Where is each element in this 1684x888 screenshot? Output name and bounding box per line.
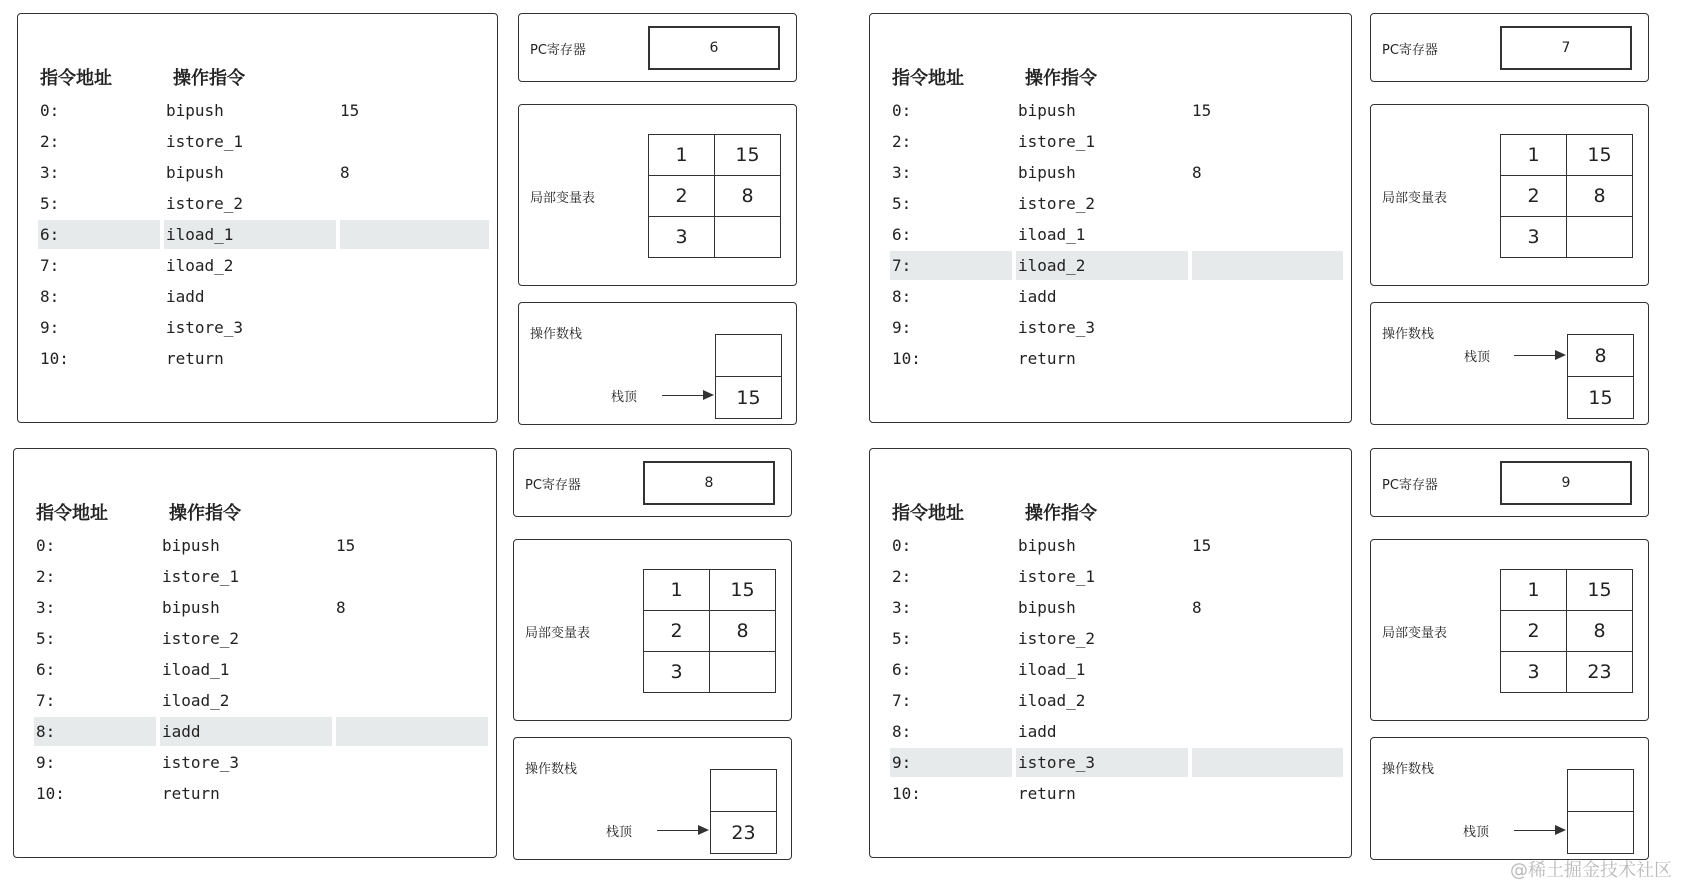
instruction-operand: 15 [336,536,356,555]
instruction-opcode: istore_3 [162,753,240,772]
operand-stack [1567,335,1634,419]
highlight-band [340,220,489,249]
instruction-address: 8: [40,287,60,306]
instruction-address: 9: [892,753,912,772]
instruction-address: 6: [36,660,56,679]
instruction-address: 2: [36,567,56,586]
instruction-operand: 15 [1192,536,1212,555]
instruction-address: 3: [40,163,60,182]
instruction-opcode: istore_1 [166,132,244,151]
stack-slot [1567,769,1634,812]
instruction-address: 10: [892,349,921,368]
pc-register-value: 9 [1500,461,1632,505]
instruction-row [890,779,1343,808]
address-header: 指令地址 [40,68,112,89]
instruction-row [34,624,488,653]
instruction-row [890,686,1343,715]
local-slot-value [710,652,776,693]
instruction-opcode: iload_2 [1018,691,1086,710]
instruction-opcode: istore_1 [1018,132,1096,151]
instruction-address: 9: [36,753,56,772]
operand-stack-box [1370,302,1649,425]
instruction-address: 9: [40,318,60,337]
pc-register-box [1370,13,1649,82]
instruction-address: 3: [892,163,912,182]
instruction-operand: 8 [340,163,350,182]
opcode-header: 操作指令 [1025,68,1097,89]
instruction-row [890,717,1343,746]
instruction-opcode: istore_2 [1018,194,1096,213]
operand-stack-box [518,302,797,425]
instruction-address: 8: [892,287,912,306]
instruction-address: 5: [40,194,60,213]
local-variables-box [518,104,797,286]
instruction-opcode: bipush [1018,163,1076,182]
local-slot-value: 8 [710,611,776,652]
instruction-row [890,127,1343,156]
local-variables-table [1500,569,1633,693]
instruction-row [34,748,488,777]
operand-stack-label: 操作数栈 [1382,327,1435,342]
local-variables-box [513,539,792,721]
local-variables-label: 局部变量表 [525,626,591,641]
pc-register-box [513,448,792,517]
bytecode-panel [869,13,1352,423]
instruction-address: 5: [892,194,912,213]
instruction-address: 7: [36,691,56,710]
instruction-address: 10: [40,349,69,368]
instruction-row [890,624,1343,653]
instruction-row [890,562,1343,591]
instruction-address: 9: [892,318,912,337]
local-slot-value: 15 [1567,570,1633,611]
instruction-row [34,686,488,715]
local-slot-index: 2 [1501,611,1567,652]
instruction-operand: 8 [1192,163,1202,182]
stack-top-arrow-icon [662,395,712,396]
instruction-row [34,779,488,808]
instruction-row [38,344,489,373]
instruction-row [38,189,489,218]
instruction-opcode: return [1018,349,1076,368]
instruction-row [38,313,489,342]
instruction-row [890,220,1343,249]
instruction-row [34,593,488,622]
local-slot-index: 3 [644,652,710,693]
operand-stack-label: 操作数栈 [1382,762,1435,777]
instruction-address: 3: [892,598,912,617]
instruction-opcode: iload_1 [1018,225,1086,244]
instruction-address: 8: [36,722,56,741]
current-instruction-row [34,717,488,746]
stack-slot [710,769,777,812]
instruction-opcode: iload_1 [162,660,230,679]
instruction-opcode: istore_2 [162,629,240,648]
current-instruction-row [890,251,1343,280]
pc-register-value: 7 [1500,26,1632,70]
instruction-opcode: istore_1 [1018,567,1096,586]
stack-top-label: 栈顶 [611,390,638,405]
local-slot-value [1567,217,1633,258]
pc-register-box [1370,448,1649,517]
instruction-address: 8: [892,722,912,741]
local-variables-table [643,569,776,693]
instruction-address: 2: [892,132,912,151]
instruction-address: 0: [36,536,56,555]
instruction-address: 3: [36,598,56,617]
stack-top-label: 栈顶 [1463,825,1490,840]
local-slot-index: 1 [1501,570,1567,611]
instruction-row [890,531,1343,560]
local-slot-index: 2 [649,176,715,217]
local-slot-value: 23 [1567,652,1633,693]
stack-slot: 15 [715,376,782,419]
instruction-opcode: iadd [162,722,201,741]
instruction-row [34,655,488,684]
pc-register-value: 8 [643,461,775,505]
stack-slot [1567,811,1634,854]
opcode-header: 操作指令 [173,68,245,89]
instruction-address: 6: [40,225,60,244]
pc-register-label: PC寄存器 [1382,43,1438,58]
instruction-opcode: bipush [162,598,220,617]
stack-slot: 23 [710,811,777,854]
pc-register-label: PC寄存器 [530,43,586,58]
instruction-row [890,313,1343,342]
local-variables-box [1370,539,1649,721]
instruction-opcode: iload_2 [1018,256,1086,275]
highlight-band [1192,748,1343,777]
local-slot-value: 15 [710,570,776,611]
instruction-opcode: istore_1 [162,567,240,586]
watermark: @稀土掘金技术社区 [1510,860,1672,881]
instruction-address: 7: [40,256,60,275]
instruction-address: 5: [892,629,912,648]
instruction-row [890,344,1343,373]
instruction-opcode: iload_2 [162,691,230,710]
instruction-opcode: iadd [1018,722,1057,741]
pc-register-value: 6 [648,26,780,70]
local-variables-box [1370,104,1649,286]
bytecode-panel [13,448,497,858]
local-slot-index: 3 [1501,652,1567,693]
opcode-header: 操作指令 [1025,503,1097,524]
instruction-opcode: istore_3 [1018,318,1096,337]
instruction-address: 2: [892,567,912,586]
instruction-address: 7: [892,691,912,710]
instruction-row [38,96,489,125]
stack-top-label: 栈顶 [1464,350,1491,365]
highlight-band [336,717,488,746]
instruction-opcode: iload_2 [166,256,234,275]
stack-top-arrow-icon [657,830,707,831]
instruction-address: 10: [892,784,921,803]
instruction-row [38,251,489,280]
instruction-opcode: istore_3 [1018,753,1096,772]
instruction-opcode: istore_3 [166,318,244,337]
instruction-opcode: return [166,349,224,368]
address-header: 指令地址 [36,503,108,524]
instruction-opcode: bipush [1018,536,1076,555]
stack-slot: 15 [1567,376,1634,419]
instruction-row [890,593,1343,622]
stack-slot: 8 [1567,334,1634,377]
operand-stack-label: 操作数栈 [525,762,578,777]
instruction-opcode: bipush [1018,598,1076,617]
instruction-operand: 15 [1192,101,1212,120]
stack-top-arrow-icon [1514,830,1564,831]
opcode-header: 操作指令 [169,503,241,524]
instruction-row [890,189,1343,218]
instruction-opcode: bipush [1018,101,1076,120]
current-instruction-row [38,220,489,249]
operand-stack-box [1370,737,1649,860]
local-slot-index: 2 [644,611,710,652]
instruction-opcode: bipush [166,163,224,182]
instruction-row [890,655,1343,684]
instruction-opcode: bipush [166,101,224,120]
local-variables-table [648,134,781,258]
instruction-opcode: iload_1 [166,225,234,244]
instruction-address: 0: [892,101,912,120]
stack-top-label: 栈顶 [606,825,633,840]
bytecode-panel [17,13,498,423]
instruction-row [890,282,1343,311]
instruction-row [38,158,489,187]
instruction-opcode: iadd [1018,287,1057,306]
instruction-operand: 8 [336,598,346,617]
local-slot-value: 15 [715,135,781,176]
instruction-address: 6: [892,225,912,244]
instruction-opcode: iload_1 [1018,660,1086,679]
local-slot-index: 1 [1501,135,1567,176]
local-variables-label: 局部变量表 [1382,626,1448,641]
instruction-opcode: bipush [162,536,220,555]
local-slot-index: 2 [1501,176,1567,217]
operand-stack [710,770,777,854]
local-variables-table [1500,134,1633,258]
instruction-address: 0: [40,101,60,120]
pc-register-label: PC寄存器 [1382,478,1438,493]
local-slot-value: 8 [1567,611,1633,652]
instruction-row [38,282,489,311]
instruction-opcode: return [1018,784,1076,803]
instruction-address: 5: [36,629,56,648]
instruction-row [890,158,1343,187]
local-slot-index: 3 [649,217,715,258]
local-slot-value: 8 [1567,176,1633,217]
instruction-opcode: istore_2 [166,194,244,213]
current-instruction-row [890,748,1343,777]
instruction-operand: 15 [340,101,360,120]
local-slot-index: 3 [1501,217,1567,258]
operand-stack-label: 操作数栈 [530,327,583,342]
instruction-address: 6: [892,660,912,679]
operand-stack [715,335,782,419]
address-header: 指令地址 [892,68,964,89]
local-slot-index: 1 [644,570,710,611]
bytecode-panel [869,448,1352,858]
instruction-row [890,96,1343,125]
operand-stack [1567,770,1634,854]
instruction-operand: 8 [1192,598,1202,617]
local-slot-value: 8 [715,176,781,217]
operand-stack-box [513,737,792,860]
instruction-opcode: istore_2 [1018,629,1096,648]
instruction-opcode: return [162,784,220,803]
instruction-row [34,531,488,560]
local-slot-value [715,217,781,258]
highlight-band [1192,251,1343,280]
instruction-address: 0: [892,536,912,555]
instruction-row [34,562,488,591]
stack-slot [715,334,782,377]
local-slot-value: 15 [1567,135,1633,176]
instruction-opcode: iadd [166,287,205,306]
local-variables-label: 局部变量表 [530,191,596,206]
instruction-row [38,127,489,156]
pc-register-label: PC寄存器 [525,478,581,493]
pc-register-box [518,13,797,82]
stack-top-arrow-icon [1514,355,1564,356]
instruction-address: 10: [36,784,65,803]
local-slot-index: 1 [649,135,715,176]
instruction-address: 2: [40,132,60,151]
local-variables-label: 局部变量表 [1382,191,1448,206]
instruction-address: 7: [892,256,912,275]
address-header: 指令地址 [892,503,964,524]
